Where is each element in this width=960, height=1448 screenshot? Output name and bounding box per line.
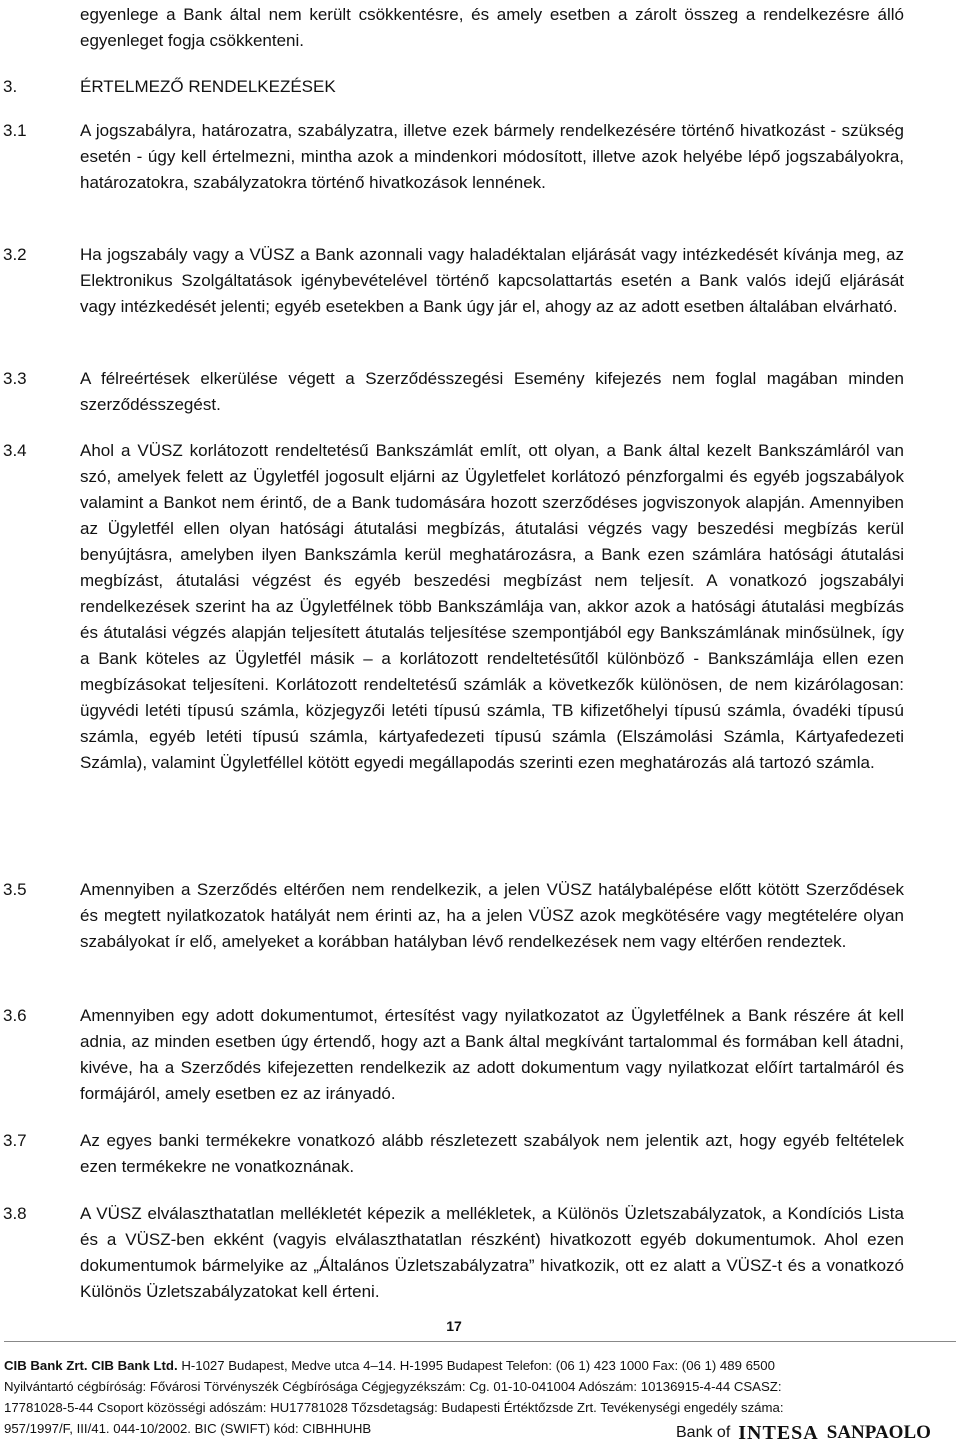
clause-text: Amennyiben a Szerződés eltérően nem rendelkezik, a jelen VÜSZ hatálybalépése előtt kötött Szerződések és megtett nyilatkozatok hatályát nem érinti az, ha a jelen VÜSZ azok megkötésére vagy megtételére olyan szabályokat ír elő, amelyeket a korábban hatályban lévő rendelkezések nem vagy eltérően rendeztek. xyxy=(80,880,904,951)
clause-3-5 xyxy=(0,877,960,955)
clause-number: 3.4 xyxy=(3,441,27,460)
clause-text: Az egyes banki termékekre vonatkozó alább részletezett szabályok nem jelentik azt, hogy egyéb feltételek ezen termékekre ne vonatkoznának. xyxy=(80,1131,904,1176)
footer-line-2: Nyilvántartó cégbíróság: Fővárosi Törvényszék Cégbírósága Cégjegyzékszám: Cg. 01-10-041004 Adószám: 10136915-4-44 CSASZ: xyxy=(4,1379,782,1394)
clause-paragraph xyxy=(0,1003,960,1107)
clause-3-7 xyxy=(0,1128,960,1180)
clause-number: 3.2 xyxy=(3,245,27,264)
clause-paragraph xyxy=(0,438,960,776)
footer-line-3: 17781028-5-44 Csoport közösségi adószám: HU17781028 Tőzsdetagság: Budapesti Értéktőzsde Zrt. Tevékenységi engedély száma: xyxy=(4,1400,784,1415)
clause-3-4 xyxy=(0,438,960,776)
footer-divider xyxy=(4,1341,956,1342)
clause-paragraph xyxy=(0,1128,960,1180)
clause-3-1 xyxy=(0,118,960,196)
clause-number: 3.7 xyxy=(3,1131,27,1150)
intro-paragraph: egyenlege a Bank által nem került csökkentésre, és amely esetben a zárolt összeg a rendelkezésre álló egyenleget fogja csökkenteni. xyxy=(80,5,904,50)
logo-intesa: INTESA xyxy=(738,1421,819,1444)
clause-number: 3.3 xyxy=(3,369,27,388)
clause-text: Ahol a VÜSZ korlátozott rendeltetésű Bankszámlát említ, ott olyan, a Bank által kezelt Bankszámláról van szó, amelyek felett az Ügyletfél jogosult eljárni az Ügyletfelet korlátozó pénzforgalmi és egyéb jogszabályok valamint a Bankot nem érintő, de a Bank tudomására hozott szerződéses jogviszonyok alapján. Amennyiben az Ügyletfél ellen olyan hatósági átutalási megbízás, átutalási végzés vagy beszedési megbízás kerül benyújtásra, amelyben ilyen Bankszámla kerül meghatározásra, a Bank ezen számlára hatósági átutalási megbízást, átutalási végzést és egyéb beszedési megbízást nem teljesít. A vonatkozó jogszabályi rendelkezések szerint ha az Ügyletfélnek több Bankszámlája van, akkor azok a hatósági átutalási megbízás és átutalási végzés alapján teljesített átutalás teljesítése szempontjából egy Bankszámlának minősülnek, így a Bank köteles az Ügyletfél másik – a korlátozott rendeltetésűtől különböző - Bankszámlája ellen ezen megbízásokat teljesíteni. Korlátozott rendeltetésű számlák a következők különösen, de nem kizárólagosan: ügyvédi letéti típusú számla, közjegyzői letéti típusú számla, TB kifizetőhelyi típusú számla, óvadéki típusú számla, egyéb letéti típusú számla, kártyafedezeti típusú számla (Elszámolási Számla, Kártyafedezeti Számla), valamint Ügyletféllel kötött egyedi megállapodás szerinti ezen meghatározás alá tartozó számla. xyxy=(80,441,904,772)
footer-line-1 xyxy=(4,1355,956,1376)
clause-paragraph xyxy=(0,242,960,320)
clause-3-2 xyxy=(0,242,960,320)
logo-bank-of: Bank of xyxy=(676,1424,731,1441)
clause-number: 3.1 xyxy=(3,121,27,140)
clause-3-3 xyxy=(0,366,960,418)
clause-number: 3.8 xyxy=(3,1204,27,1223)
footer-address: H-1027 Budapest, Medve utca 4–14. H-1995 Budapest Telefon: (06 1) 423 1000 Fax: (06 1) 489 6500 xyxy=(177,1358,775,1373)
clause-text: Amennyiben egy adott dokumentumot, értesítést vagy nyilatkozatot az Ügyletfélnek a Bank részére át kell adnia, az minden esetben úgy értendő, hogy azt a Bank által megkívánt tartalommal és formában kell átadni, kivéve, ha a Szerződés kifejezetten rendelkezik az adott dokumentum vagy nyilatkozat előírt tartalmáról és formájáról, amely esetben ez az irányadó. xyxy=(80,1006,904,1103)
page-number: 17 xyxy=(446,1318,462,1334)
clause-paragraph xyxy=(0,1201,960,1305)
clause-text: A jogszabályra, határozatra, szabályzatra, illetve ezek bármely rendelkezésére történő hivatkozást - szükség esetén - úgy kell értelmezni, mintha azok a mindenkori módosított, illetve azok helyébe lépő jogszabályokra, határozatokra, szabályzatokra történő hivatkozások lennének. xyxy=(80,121,904,192)
section-title: ÉRTELMEZŐ RENDELKEZÉSEK xyxy=(80,77,336,96)
clause-3-6 xyxy=(0,1003,960,1107)
footer-line-4: 957/1997/F, III/41. 044-10/2002. BIC (SWIFT) kód: CIBHHUHB xyxy=(4,1421,372,1436)
clause-number: 3.6 xyxy=(3,1006,27,1025)
section-heading-line xyxy=(0,74,960,100)
footer-company: CIB Bank Zrt. CIB Bank Ltd. xyxy=(4,1358,178,1373)
clause-3-8 xyxy=(0,1201,960,1305)
clause-number: 3.5 xyxy=(3,880,27,899)
clause-text: A VÜSZ elválaszthatatlan mellékletét képezik a mellékletek, a Különös Üzletszabályzatok, a Kondíciós Lista és a VÜSZ-ben ekként (vagyis elválaszthatatlan részként) hivatkozott egyéb dokumentumok. Ahol ezen dokumentumok bármelyike az „Általános Üzletszabályzatra” hivatkozik, ott ez alatt a VÜSZ-t és a vonatkozó Különös Üzletszabályzatokat kell érteni. xyxy=(80,1204,904,1301)
intro-block xyxy=(0,2,960,54)
clause-paragraph xyxy=(0,877,960,955)
intesa-sanpaolo-logo xyxy=(676,1420,931,1446)
clause-paragraph xyxy=(0,118,960,196)
logo-sanpaolo: SANPAOLO xyxy=(826,1422,931,1443)
section-heading xyxy=(0,74,960,100)
clause-text: A félreértések elkerülése végett a Szerződésszegési Esemény kifejezés nem foglal magában minden szerződésszegést. xyxy=(80,369,904,414)
clause-paragraph xyxy=(0,366,960,418)
clause-text: Ha jogszabály vagy a VÜSZ a Bank azonnali vagy haladéktalan eljárását vagy intézkedését kívánja meg, az Elektronikus Szolgáltatások igénybevételével történő kapcsolattartás esetén a Bank valós idejű eljárását vagy intézkedését jelenti; egyéb esetekben a Bank úgy jár el, ahogy az az adott esetben általában elvárható. xyxy=(80,245,904,316)
section-number: 3. xyxy=(3,77,18,96)
